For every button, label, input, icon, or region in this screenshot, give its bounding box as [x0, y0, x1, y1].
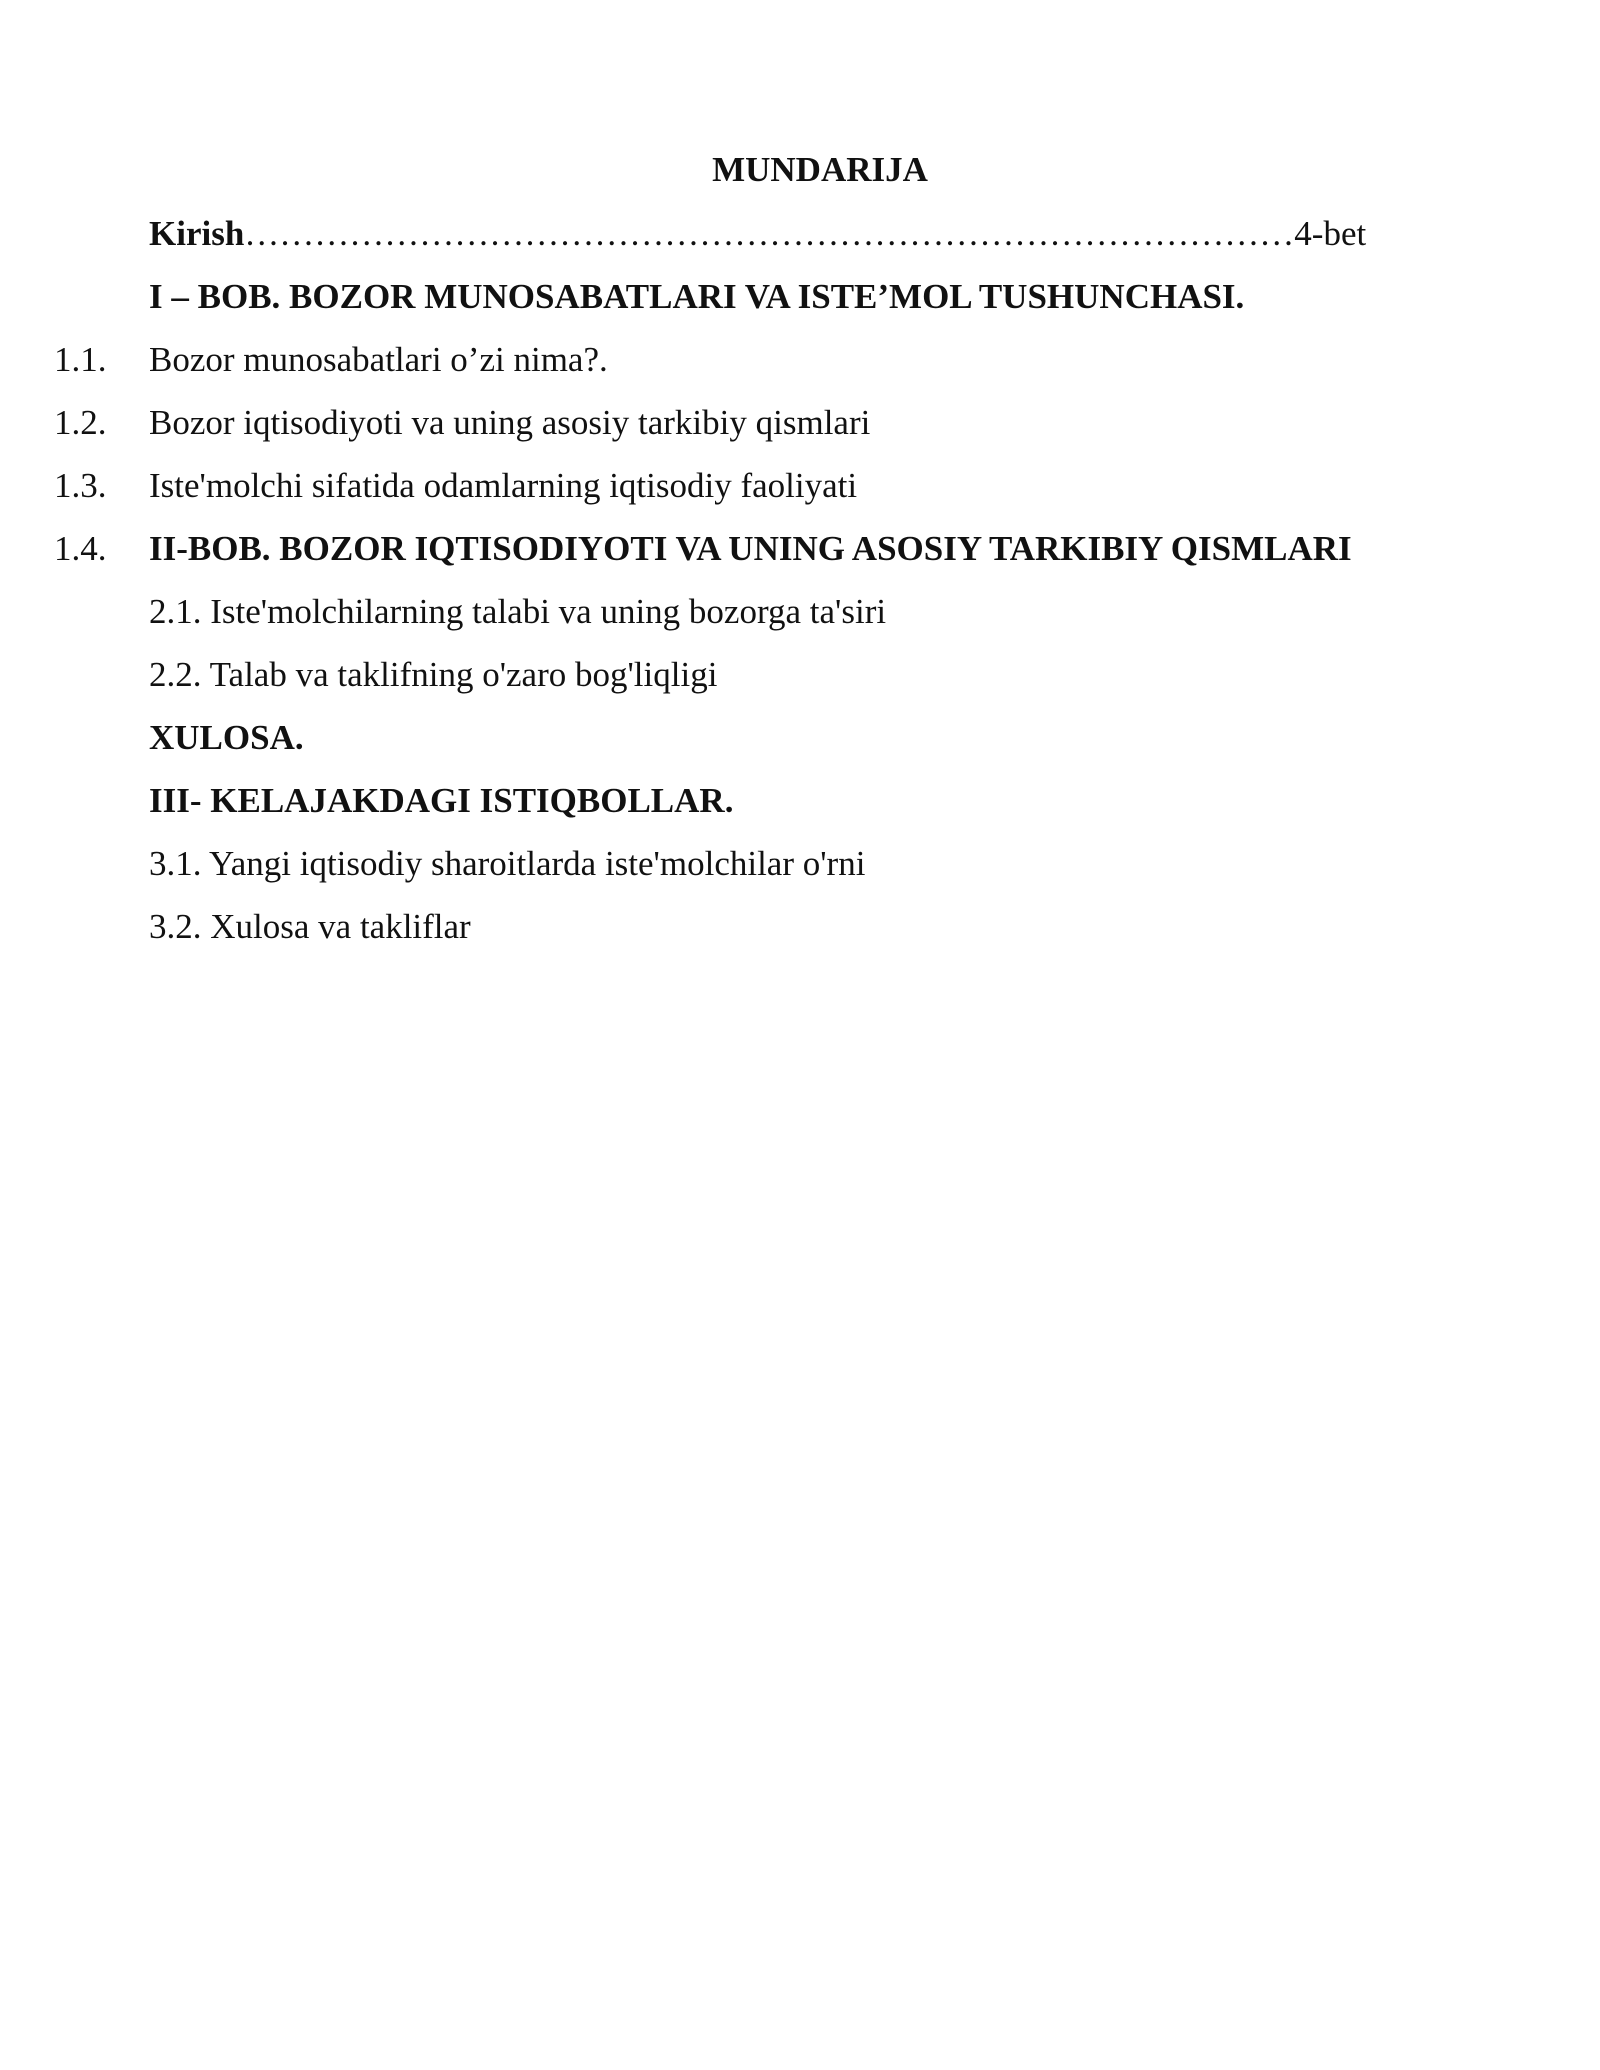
toc-entry — [0, 401, 1600, 445]
toc-entry — [0, 464, 1600, 508]
toc-entry-number: 1.1. — [54, 340, 107, 379]
toc-entry-text: Bozor munosabatlari o’zi nima?. — [149, 340, 608, 379]
toc-entry — [0, 905, 1600, 949]
toc-entry-text: III- KELAJAKDAGI ISTIQBOLLAR. — [149, 781, 734, 820]
toc-intro-line — [149, 212, 1395, 256]
toc-entry — [0, 842, 1600, 886]
toc-entry-number: 1.4. — [54, 529, 107, 568]
page-title: MUNDARIJA — [712, 150, 928, 189]
toc-entry — [0, 275, 1600, 319]
toc-entry-text: 3.1. Yangi iqtisodiy sharoitlarda iste'molchilar o'rni — [149, 844, 866, 883]
toc-entry-text: Iste'molchi sifatida odamlarning iqtisodiy faoliyati — [149, 466, 858, 505]
toc-entry-text: 2.2. Talab va taklifning o'zaro bog'liqligi — [149, 655, 718, 694]
toc-entry-text: Bozor iqtisodiyoti va uning asosiy tarkibiy qismlari — [149, 403, 871, 442]
toc-entry-text: II-BOB. BOZOR IQTISODIYOTI VA UNING ASOSIY TARKIBIY QISMLARI — [149, 529, 1352, 568]
toc-intro-label: Kirish — [149, 214, 245, 253]
toc-entry — [0, 590, 1600, 634]
toc-entry — [0, 779, 1600, 823]
toc-entry-text: XULOSA. — [149, 718, 304, 757]
toc-entry-text: 2.1. Iste'molchilarning talabi va uning bozorga ta'siri — [149, 592, 887, 631]
toc-entry — [0, 653, 1600, 697]
toc-entry — [0, 716, 1600, 760]
toc-entry — [0, 527, 1600, 571]
toc-entry-text: 3.2. Xulosa va takliflar — [149, 907, 471, 946]
toc-intro-page: 4-bet — [1294, 214, 1367, 253]
toc-entry — [0, 338, 1600, 382]
toc-dot-leader: ……………………………………………………………………………… — [244, 214, 1295, 253]
toc-entry-text: I – BOB. BOZOR MUNOSABATLARI VA ISTE’MOL TUSHUNCHASI. — [149, 277, 1245, 316]
toc-entry-number: 1.2. — [54, 403, 107, 442]
toc-entry-number: 1.3. — [54, 466, 107, 505]
